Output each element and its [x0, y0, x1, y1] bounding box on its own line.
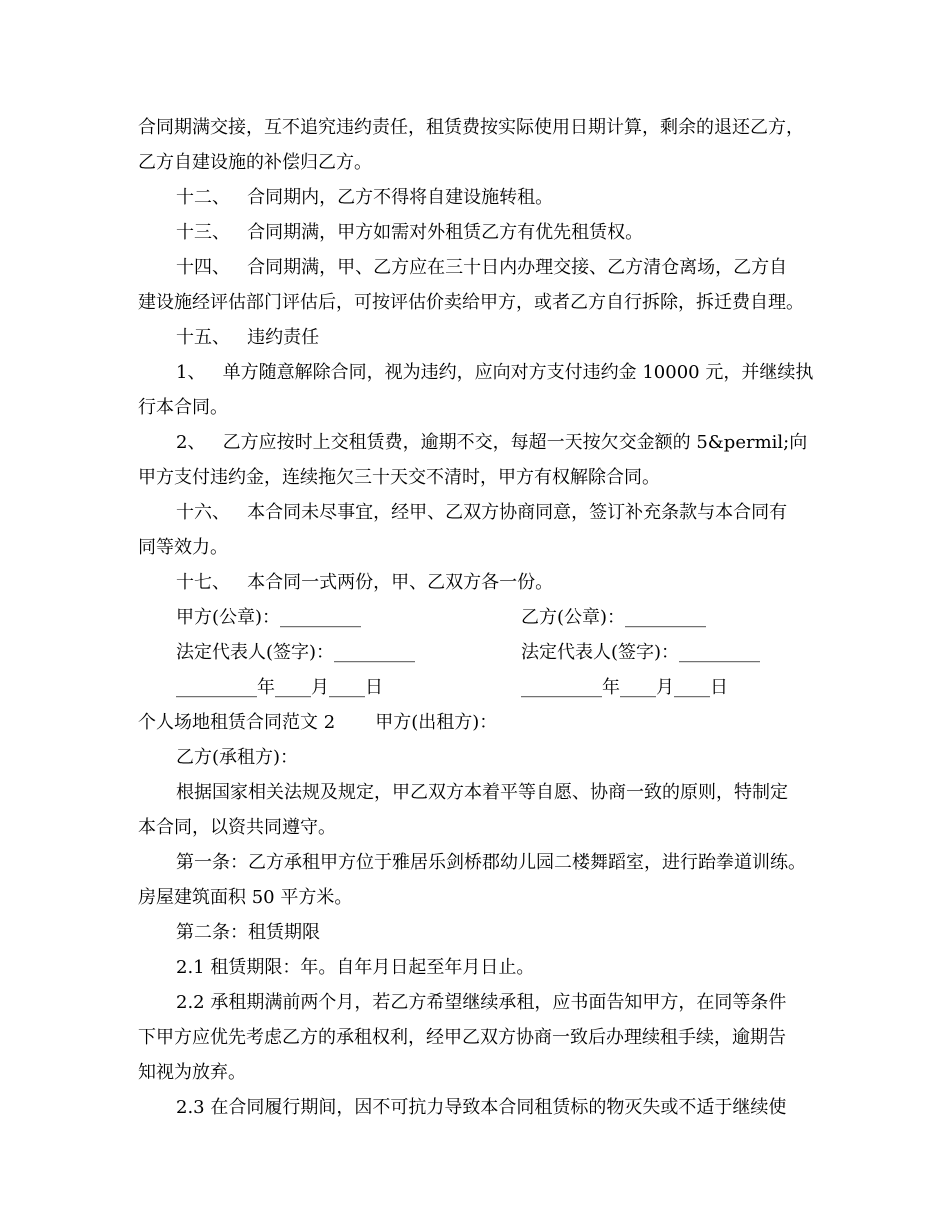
text-line: 下甲方应优先考虑乙方的承租权利，经甲乙双方协商一致后办理续租手续，逾期告	[138, 1027, 786, 1048]
clause-12: 十二、 合同期内，乙方不得将自建设施转租。	[176, 187, 554, 208]
article-2-2: 2.2 承租期满前两个月，若乙方希望继续承租，应书面告知甲方，在同等条件	[176, 992, 787, 1013]
text-line: 建设施经评估部门评估后，可按评估价卖给甲方，或者乙方自行拆除，拆迁费自理。	[138, 292, 804, 313]
text-line: 本合同，以资共同遵守。	[138, 817, 336, 838]
contract-2-title: 个人场地租赁合同范文 2 甲方(出租方)：	[138, 712, 498, 733]
text-line: 乙方自建设施的补偿归乙方。	[138, 152, 372, 173]
clause-15-heading: 十五、 违约责任	[176, 327, 320, 348]
party-a-seal: 甲方(公章)：_________	[176, 607, 362, 628]
party-a-representative: 法定代表人(签字)：_________	[176, 642, 416, 663]
article-1: 第一条：乙方承租甲方位于雅居乐剑桥郡幼儿园二楼舞蹈室，进行跆拳道训练。	[176, 852, 806, 873]
text-line: 根据国家相关法规及规定，甲乙双方本着平等自愿、协商一致的原则，特制定	[176, 782, 788, 803]
clause-15-item-1: 1、 单方随意解除合同，视为违约，应向对方支付违约金 10000 元，并继续执	[176, 362, 814, 383]
party-b-date: _________年____月____日	[521, 677, 728, 698]
party-b-seal: 乙方(公章)：_________	[521, 607, 707, 628]
text-line: 同等效力。	[138, 537, 228, 558]
clause-14: 十四、 合同期满，甲、乙方应在三十日内办理交接、乙方清仓离场，乙方自	[176, 257, 788, 278]
text-line: 乙方(承租方)：	[176, 747, 299, 768]
clause-15-item-2: 2、 乙方应按时上交租赁费，逾期不交，每超一天按欠交金额的 5&permil;向	[176, 432, 808, 453]
text-line: 行本合同。	[138, 397, 228, 418]
text-line: 甲方支付违约金，连续拖欠三十天交不清时，甲方有权解除合同。	[138, 467, 660, 488]
text-line: 房屋建筑面积 50 平方米。	[138, 887, 353, 908]
article-2-3: 2.3 在合同履行期间，因不可抗力导致本合同租赁标的物灭失或不适于继续使	[176, 1097, 787, 1118]
article-2-1: 2.1 租赁期限：年。自年月日起至年月日止。	[176, 957, 535, 978]
clause-13: 十三、 合同期满，甲方如需对外租赁乙方有优先租赁权。	[176, 222, 644, 243]
clause-16: 十六、 本合同未尽事宜，经甲、乙双方协商同意，签订补充条款与本合同有	[176, 502, 788, 523]
clause-17: 十七、 本合同一式两份，甲、乙双方各一份。	[176, 572, 554, 593]
text-line: 合同期满交接，互不追究违约责任，租赁费按实际使用日期计算，剩余的退还乙方，	[138, 117, 804, 138]
party-b-representative: 法定代表人(签字)：_________	[521, 642, 761, 663]
text-line: 知视为放弃。	[138, 1062, 246, 1083]
party-a-date: _________年____月____日	[176, 677, 383, 698]
article-2-heading: 第二条：租赁期限	[176, 922, 320, 943]
